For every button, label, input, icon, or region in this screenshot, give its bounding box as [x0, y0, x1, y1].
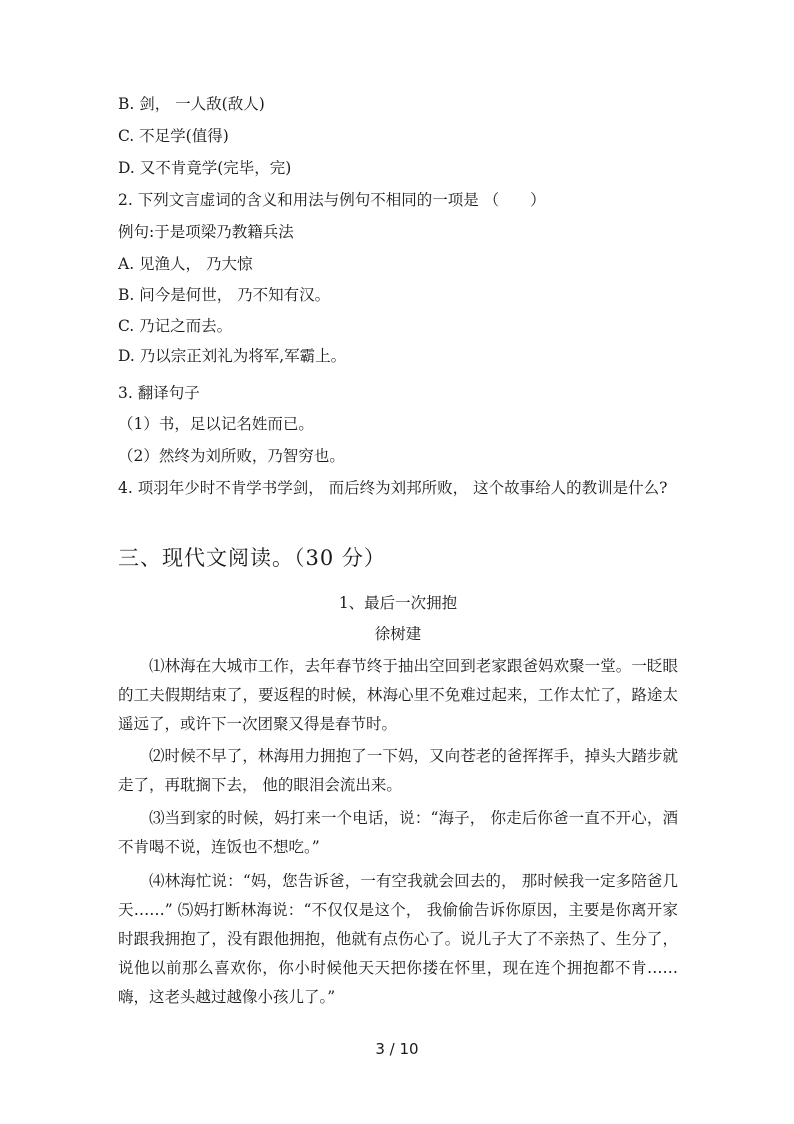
article-paragraph-4: ⑷林海忙说：“妈，您告诉爸，一有空我就会回去的， 那时候我一定多陪爸几天……” ⑸妈打断林海说：“不仅仅是这个， 我偷偷告诉你原因，主要是你离开家时跟我拥抱了，没有跟他拥抱，他就有点伤心了。说儿子大了不亲热了、生分了，说他以前那么喜欢你，你小时候他天天把你搂在怀里，现在连个拥抱都不肯……嗨，这老头越过越像小孩儿了。” — [118, 872, 678, 1006]
question-3: 3. 翻译句子 — [118, 384, 200, 402]
question-4: 4. 项羽年少时不肯学书学剑， 而后终为刘邦所败， 这个故事给人的教训是什么? — [118, 479, 668, 497]
article-paragraph-2: ⑵时候不早了，林海用力拥抱了一下妈，又向苍老的爸挥挥手，掉头大踏步就走了，再耽搁下去， 他的眼泪会流出来。 — [118, 747, 678, 794]
article-author: 徐树建 — [374, 625, 422, 643]
question-2-option-d: D. 乃以宗正刘礼为将军,军霸上。 — [118, 347, 347, 365]
question-2-option-b: B. 问今是何世， 乃不知有汉。 — [118, 286, 331, 304]
option-c: C. 不足学(值得) — [118, 127, 229, 145]
article-title: 1、最后一次拥抱 — [338, 594, 458, 612]
article-paragraph-3: ⑶当到家的时候，妈打来一个电话，说：“海子， 你走后你爸一直不开心，酒不肯喝不说，连饭也不想吃。” — [118, 809, 678, 856]
page-number: 3 / 10 — [375, 1040, 419, 1058]
question-2-option-c: C. 乃记之而去。 — [118, 317, 233, 335]
question-2: 2. 下列文言虚词的含义和用法与例句不相同的一项是 （ ） — [118, 191, 546, 209]
question-2-option-a: A. 见渔人， 乃大惊 — [118, 255, 253, 273]
question-2-example: 例句:于是项梁乃教籍兵法 — [118, 223, 294, 241]
option-d: D. 又不肯竟学(完毕，完) — [118, 159, 292, 177]
option-b: B. 剑， 一人敌(敌人) — [118, 95, 265, 113]
question-3-item-2: （2）然终为刘所败，乃智穷也。 — [118, 447, 345, 465]
article-paragraph-1: ⑴林海在大城市工作，去年春节终于抽出空回到老家跟爸妈欢聚一堂。一眨眼的工夫假期结束了，要返程的时候，林海心里不免难过起来，工作太忙了，路途太遥远了，或许下一次团聚又得是春节时。 — [118, 657, 678, 733]
question-3-item-1: （1）书，足以记名姓而已。 — [118, 415, 314, 433]
section-heading: 三、现代文阅读。（30 分） — [118, 546, 386, 570]
